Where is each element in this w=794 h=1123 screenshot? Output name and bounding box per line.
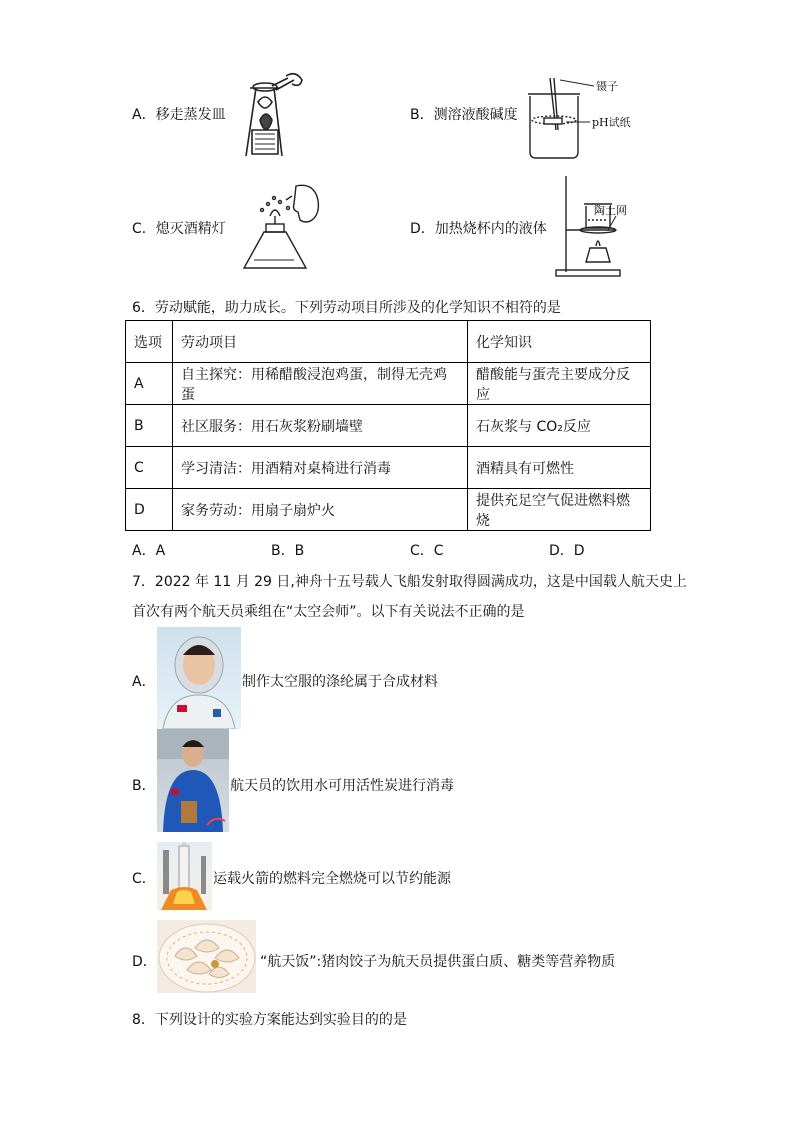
q7-option-c-text: 运载火箭的燃料完全燃烧可以节约能源 xyxy=(213,871,451,887)
q7-option-a-letter: A． xyxy=(132,674,156,690)
table-row xyxy=(126,363,651,405)
q6-answer-c: C．C xyxy=(410,543,444,559)
heating-beaker-illustration xyxy=(546,172,636,280)
tweezers-label: 镊子 xyxy=(596,80,618,93)
q7-option-b-text: 航天员的饮用水可用活性炭进行消毒 xyxy=(230,778,454,794)
gauze-label: 陶土网 xyxy=(594,204,627,217)
table-cell: D xyxy=(126,489,173,531)
q7-stem-line1: 7．2022 年 11 月 29 日,神舟十五号载人飞船发射取得圆满成功，这是中国载人航天史上 xyxy=(132,574,687,590)
astronaut-female-photo xyxy=(157,627,241,729)
q6-answer-d: D．D xyxy=(549,543,585,559)
q5-option-c: C．熄灭酒精灯 xyxy=(132,221,226,237)
table-cell: B xyxy=(126,405,173,447)
table-cell: 家务劳动：用扇子扇炉火 xyxy=(173,489,468,531)
table-cell: 学习清洁：用酒精对桌椅进行消毒 xyxy=(173,447,468,489)
table-header-cell: 劳动项目 xyxy=(173,321,468,363)
table-header-row xyxy=(126,321,651,363)
q6-answer-choices xyxy=(132,540,688,560)
table-cell: 提供充足空气促进燃料燃烧 xyxy=(468,489,651,531)
q7-option-d-text: “航天饭”:猪肉饺子为航天员提供蛋白质、糖类等营养物质 xyxy=(260,954,616,970)
table-cell: C xyxy=(126,447,173,489)
astronaut-male-photo xyxy=(157,729,229,832)
dumplings-photo xyxy=(157,920,256,993)
q7-stem-line2: 首次有两个航天员乘组在“太空会师”。以下有关说法不正确的是 xyxy=(132,604,525,620)
q5-option-d: D．加热烧杯内的液体 xyxy=(410,221,547,237)
table-cell: 醋酸能与蛋壳主要成分反应 xyxy=(468,363,651,405)
q8-stem: 8．下列设计的实验方案能达到实验目的的是 xyxy=(132,1012,407,1028)
table-cell: 酒精具有可燃性 xyxy=(468,447,651,489)
table-row xyxy=(126,405,651,447)
table-header-cell: 化学知识 xyxy=(468,321,651,363)
q6-stem: 6．劳动赋能，助力成长。下列劳动项目所涉及的化学知识不相符的是 xyxy=(132,300,561,316)
q6-answer-b: B．B xyxy=(271,543,305,559)
table-cell: 自主探究：用稀醋酸浸泡鸡蛋，制得无壳鸡蛋 xyxy=(173,363,468,405)
table-cell: 石灰浆与 CO₂反应 xyxy=(468,405,651,447)
evaporating-dish-illustration xyxy=(236,68,306,160)
ph-paper-label: pH试纸 xyxy=(592,116,631,129)
q7-option-d-letter: D． xyxy=(132,954,157,970)
table-header-cell: 选项 xyxy=(126,321,173,363)
table-row xyxy=(126,489,651,531)
table-row xyxy=(126,447,651,489)
q7-option-a-text: 制作太空服的涤纶属于合成材料 xyxy=(242,674,438,690)
q5-option-b: B．测溶液酸碱度 xyxy=(410,107,518,123)
table-cell: 社区服务：用石灰浆粉刷墙壁 xyxy=(173,405,468,447)
rocket-launch-photo xyxy=(157,842,212,910)
q6-table xyxy=(125,320,651,531)
q5-option-a: A．移走蒸发皿 xyxy=(132,107,226,123)
table-cell: A xyxy=(126,363,173,405)
q6-answer-a: A．A xyxy=(132,543,166,559)
alcohol-lamp-illustration xyxy=(240,180,322,276)
q7-option-b-letter: B． xyxy=(132,778,156,794)
q7-option-c-letter: C． xyxy=(132,871,156,887)
